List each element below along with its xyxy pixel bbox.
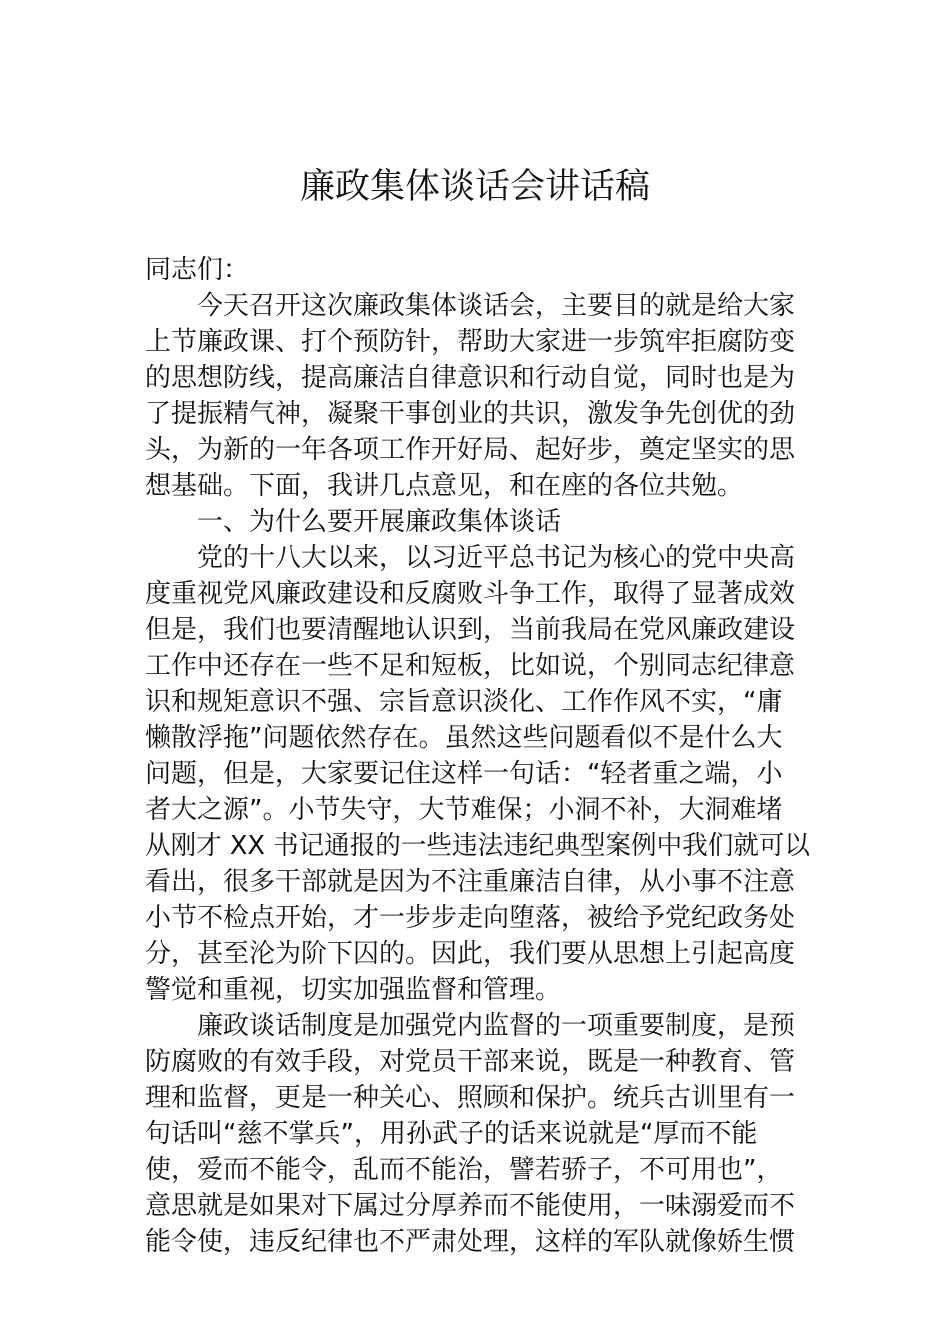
text-line: 度重视党风廉政建设和反腐败斗争工作，取得了显著成效: [145, 579, 796, 609]
document-body: [145, 252, 810, 1260]
text-line: 工作中还存在一些不足和短板，比如说，个别同志纪律意: [145, 651, 796, 681]
document-title: 廉政集体谈话会讲话稿: [299, 167, 650, 207]
text-line: 一、为什么要开展廉政集体谈话: [197, 507, 562, 537]
text-line: 上节廉政课、打个预防针，帮助大家进一步筑牢拒腐防变: [145, 327, 796, 357]
text-line: 了提振精气神，凝聚干事创业的共识，激发争先创优的劲: [145, 399, 796, 429]
text-line: 使，爱而不能令，乱而不能治，譬若骄子，不可用也”，: [145, 1155, 783, 1185]
text-line: 理和监督，更是一种关心、照顾和保护。统兵古训里有一: [145, 1083, 796, 1113]
text-line: 看出，很多干部就是因为不注重廉洁自律，从小事不注意: [145, 867, 796, 897]
text-line: 今天召开这次廉政集体谈话会，主要目的就是给大家: [197, 291, 796, 321]
text-line: 小节不检点开始，才一步步走向堕落，被给予党纪政务处: [145, 903, 796, 933]
text-line: 同志们：: [145, 255, 250, 285]
text-line: 防腐败的有效手段，对党员干部来说，既是一种教育、管: [145, 1047, 796, 1077]
text-line: 头，为新的一年各项工作开好局、起好步，奠定坚实的思: [145, 435, 796, 465]
text-line: 党的十八大以来，以习近平总书记为核心的党中央高: [197, 543, 796, 573]
text-line: 识和规矩意识不强、宗旨意识淡化、工作作风不实，“庸: [145, 687, 783, 717]
text-line: 意思就是如果对下属过分厚养而不能使用，一味溺爱而不: [145, 1191, 796, 1221]
text-line: 廉政谈话制度是加强党内监督的一项重要制度，是预: [197, 1011, 796, 1041]
text-line: 的思想防线，提高廉洁自律意识和行动自觉，同时也是为: [145, 363, 796, 393]
text-line: 句话叫“慈不掌兵”，用孙武子的话来说就是“厚而不能: [145, 1119, 758, 1149]
text-line: 能令使，违反纪律也不严肃处理，这样的军队就像娇生惯: [145, 1227, 796, 1257]
text-line: 懒散浮拖”问题依然存在。虽然这些问题看似不是什么大: [145, 723, 783, 753]
text-line: 警觉和重视，切实加强监督和管理。: [145, 975, 562, 1005]
text-line: 想基础。下面，我讲几点意见，和在座的各位共勉。: [145, 471, 744, 501]
text-line: 分，甚至沦为阶下囚的。因此，我们要从思想上引起高度: [145, 939, 796, 969]
text-line: 从刚才 XX 书记通报的一些违法违纪典型案例中我们就可以: [145, 831, 810, 861]
text-line: 但是，我们也要清醒地认识到，当前我局在党风廉政建设: [145, 615, 796, 645]
text-line: 问题，但是，大家要记住这样一句话：“轻者重之端，小: [145, 759, 783, 789]
text-line: 者大之源”。小节失守，大节难保；小洞不补，大洞难堵: [145, 795, 783, 825]
